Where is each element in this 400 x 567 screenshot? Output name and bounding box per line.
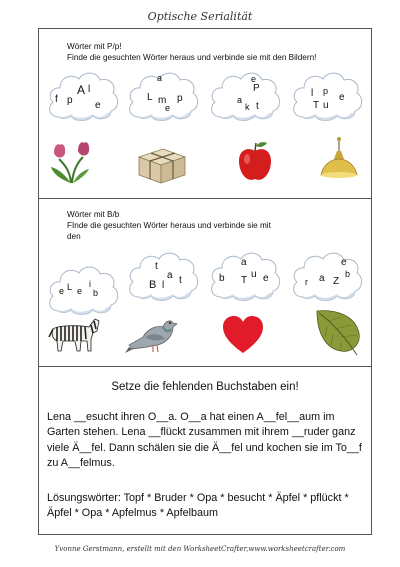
- fill-in-title: Setze die fehlenden Buchstaben ein!: [111, 381, 299, 393]
- page-header: Optische Serialität: [147, 10, 253, 23]
- cloud-letter: k: [245, 102, 250, 112]
- cloud-letter: P: [253, 83, 260, 94]
- instruction-p: [67, 41, 367, 63]
- section-b-words: [39, 199, 371, 367]
- letter-cloud-1: [45, 67, 121, 125]
- fill-in-text: Lena __esucht ihren O__a. O__a hat einen A__fel__aum im Garten stehen. Lena __flückt zusammen mit ihrem __ruder ganz viele Ä__fel. Dann schälen sie die Ä__fel und kochen sie im To__f zu A__felmus.: [47, 411, 362, 470]
- lamp-icon[interactable]: [311, 137, 367, 183]
- cloud-letter: e: [77, 286, 83, 296]
- cloud-shape: [207, 67, 283, 125]
- cloud-letter: e: [251, 74, 257, 84]
- cloud-letter: e: [263, 273, 269, 284]
- package-icon[interactable]: [133, 141, 189, 187]
- cloud-letter: l: [311, 88, 314, 99]
- cloud-letter: l: [88, 84, 91, 95]
- cloud-shape: [289, 67, 365, 125]
- cloud-letter: u: [323, 100, 329, 111]
- cloud-letter: t: [155, 261, 158, 272]
- instruction-p-line1: Wörter mit P/p!: [67, 42, 122, 51]
- cloud-letter: u: [251, 269, 257, 280]
- cloud-letter: r: [305, 277, 308, 287]
- cloud-letter: a: [319, 273, 325, 284]
- cloud-letter: a: [157, 73, 163, 83]
- pigeon-icon[interactable]: [123, 311, 179, 357]
- heart-icon[interactable]: [215, 311, 271, 357]
- cloud-letter: T: [313, 100, 320, 111]
- cloud-letter: p: [177, 93, 183, 104]
- cloud-letter: L: [147, 92, 153, 103]
- apple-icon[interactable]: [227, 139, 283, 185]
- letter-cloud-2: [125, 67, 201, 125]
- page-footer: Yvonne Gerstmann, erstellt mit den WorksheetCrafter,www.worksheetcrafter.com: [54, 545, 346, 553]
- cloud-letter: e: [165, 103, 171, 113]
- cloud-letter: B: [149, 279, 157, 291]
- cloud-letter: f: [55, 94, 58, 105]
- cloud-shape: [289, 247, 365, 305]
- worksheet-frame: [38, 28, 372, 535]
- instruction-p-line2: Finde die gesuchten Wörter heraus und verbinde sie mit den Bildern!: [67, 53, 317, 62]
- cloud-letter: e: [341, 257, 347, 268]
- section-fill-in: [39, 367, 371, 535]
- instruction-b-line2: FInde die gesuchten Wörter heraus und verbinde sie mit: [67, 221, 271, 230]
- letter-cloud-6: [125, 247, 201, 305]
- cloud-letter: p: [67, 95, 73, 106]
- section-p-words: [39, 29, 371, 199]
- leaf-icon[interactable]: [311, 305, 367, 351]
- cloud-letter: p: [323, 86, 329, 96]
- cloud-letter: t: [179, 275, 182, 286]
- cloud-shape: [125, 247, 201, 305]
- cloud-letter: m: [158, 95, 167, 106]
- cloud-letter: e: [95, 100, 101, 111]
- cloud-letter: A: [77, 83, 86, 97]
- solution-words: Lösungswörter: Topf * Bruder * Opa * besucht * Äpfel * pflückt * Äpfel * Opa * Apfelmus * Apfelbaum: [47, 492, 349, 520]
- instruction-b-line3: den: [67, 232, 81, 241]
- cloud-letter: b: [93, 288, 99, 298]
- cloud-letter: T: [241, 275, 248, 286]
- cloud-letter: Z: [333, 276, 340, 287]
- cloud-letter: e: [59, 286, 65, 296]
- letter-cloud-8: [289, 247, 365, 305]
- cloud-letter: t: [256, 101, 259, 112]
- cloud-letter: a: [237, 95, 243, 105]
- cloud-letter: e: [339, 92, 345, 103]
- cloud-letter: l: [162, 280, 165, 291]
- instruction-b-line1: Wörter mit B/b: [67, 210, 120, 219]
- tulip-icon[interactable]: [45, 139, 101, 185]
- letter-cloud-3: [207, 67, 283, 125]
- letter-cloud-4: [289, 67, 365, 125]
- cloud-letter: a: [167, 270, 173, 281]
- cloud-letter: b: [345, 269, 351, 279]
- letter-cloud-7: [207, 247, 283, 305]
- cloud-letter: i: [89, 279, 91, 289]
- zebra-icon[interactable]: [45, 311, 101, 357]
- cloud-letter: a: [241, 257, 247, 268]
- cloud-letter: L: [67, 282, 73, 292]
- instruction-b: [67, 209, 367, 242]
- cloud-letter: b: [219, 273, 225, 284]
